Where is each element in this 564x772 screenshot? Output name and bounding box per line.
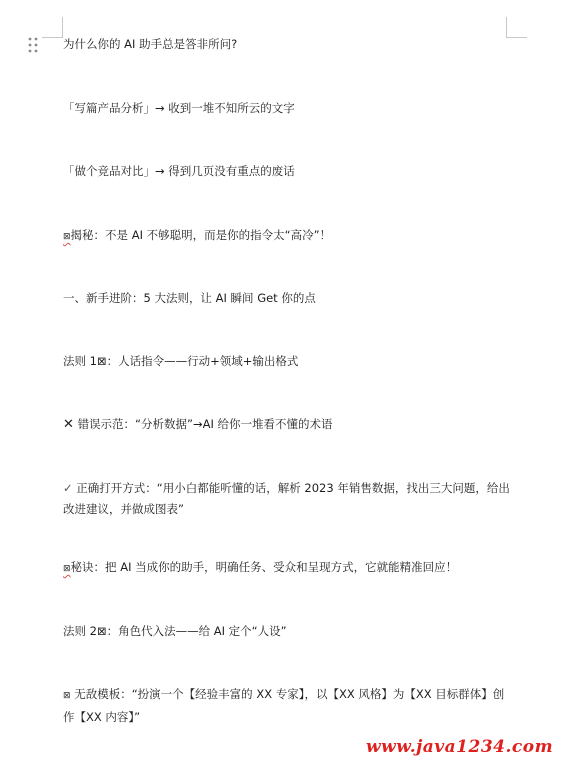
right-example-text: 正确打开方式：“用小白都能听懂的话，解析 2023 年销售数据，找出三大问题，给出改进建议，并做成图表” xyxy=(63,481,510,516)
rule-1-heading[interactable]: 法则 1⊠：人话指令——行动+领域+输出格式 xyxy=(63,354,299,368)
drag-handle-icon[interactable] xyxy=(28,37,38,53)
title-paragraph[interactable]: 为什么你的 AI 助手总是答非所问? xyxy=(63,37,238,51)
rule-2-heading[interactable]: 法则 2⊠：角色代入法——给 AI 定个“人设” xyxy=(63,624,287,638)
section-heading[interactable]: 一、新手进阶：5 大法则，让 AI 瞬间 Get 你的点 xyxy=(63,291,316,305)
margin-corner-top-left xyxy=(42,17,63,38)
template-text: 无敌模板：“扮演一个【经验丰富的 XX 专家】，以【XX 风格】为【XX 目标群体】创作【XX 内容】” xyxy=(63,687,505,724)
wrong-example-text: 错误示范：“分析数据”→AI 给你一堆看不懂的术语 xyxy=(77,417,333,431)
checkmark-icon: ✓ xyxy=(63,481,73,495)
wrong-example-paragraph[interactable] xyxy=(63,414,513,435)
missing-glyph-icon: ⊠ xyxy=(63,691,71,701)
secret-text: 秘诀：把 AI 当成你的助手，明确任务、受众和呈现方式，它就能精准回应！ xyxy=(70,560,458,574)
missing-glyph-icon: ⊠ xyxy=(63,564,71,574)
template-paragraph[interactable] xyxy=(63,684,513,728)
missing-glyph-icon: ⊠ xyxy=(63,232,71,242)
secret-paragraph[interactable] xyxy=(63,557,513,580)
cross-icon: ✕ xyxy=(63,417,74,432)
paragraph-product-analysis[interactable]: 「写篇产品分析」→ 收到一堆不知所云的文字 xyxy=(63,101,295,115)
watermark: www.java1234.com xyxy=(366,737,554,757)
right-example-paragraph[interactable] xyxy=(63,478,513,520)
paragraph-competitor-compare[interactable]: 「做个竞品对比」→ 得到几页没有重点的废话 xyxy=(63,164,295,178)
reveal-text: 揭秘：不是 AI 不够聪明，而是你的指令太“高冷”！ xyxy=(70,228,332,242)
paragraph-reveal[interactable] xyxy=(63,225,513,248)
